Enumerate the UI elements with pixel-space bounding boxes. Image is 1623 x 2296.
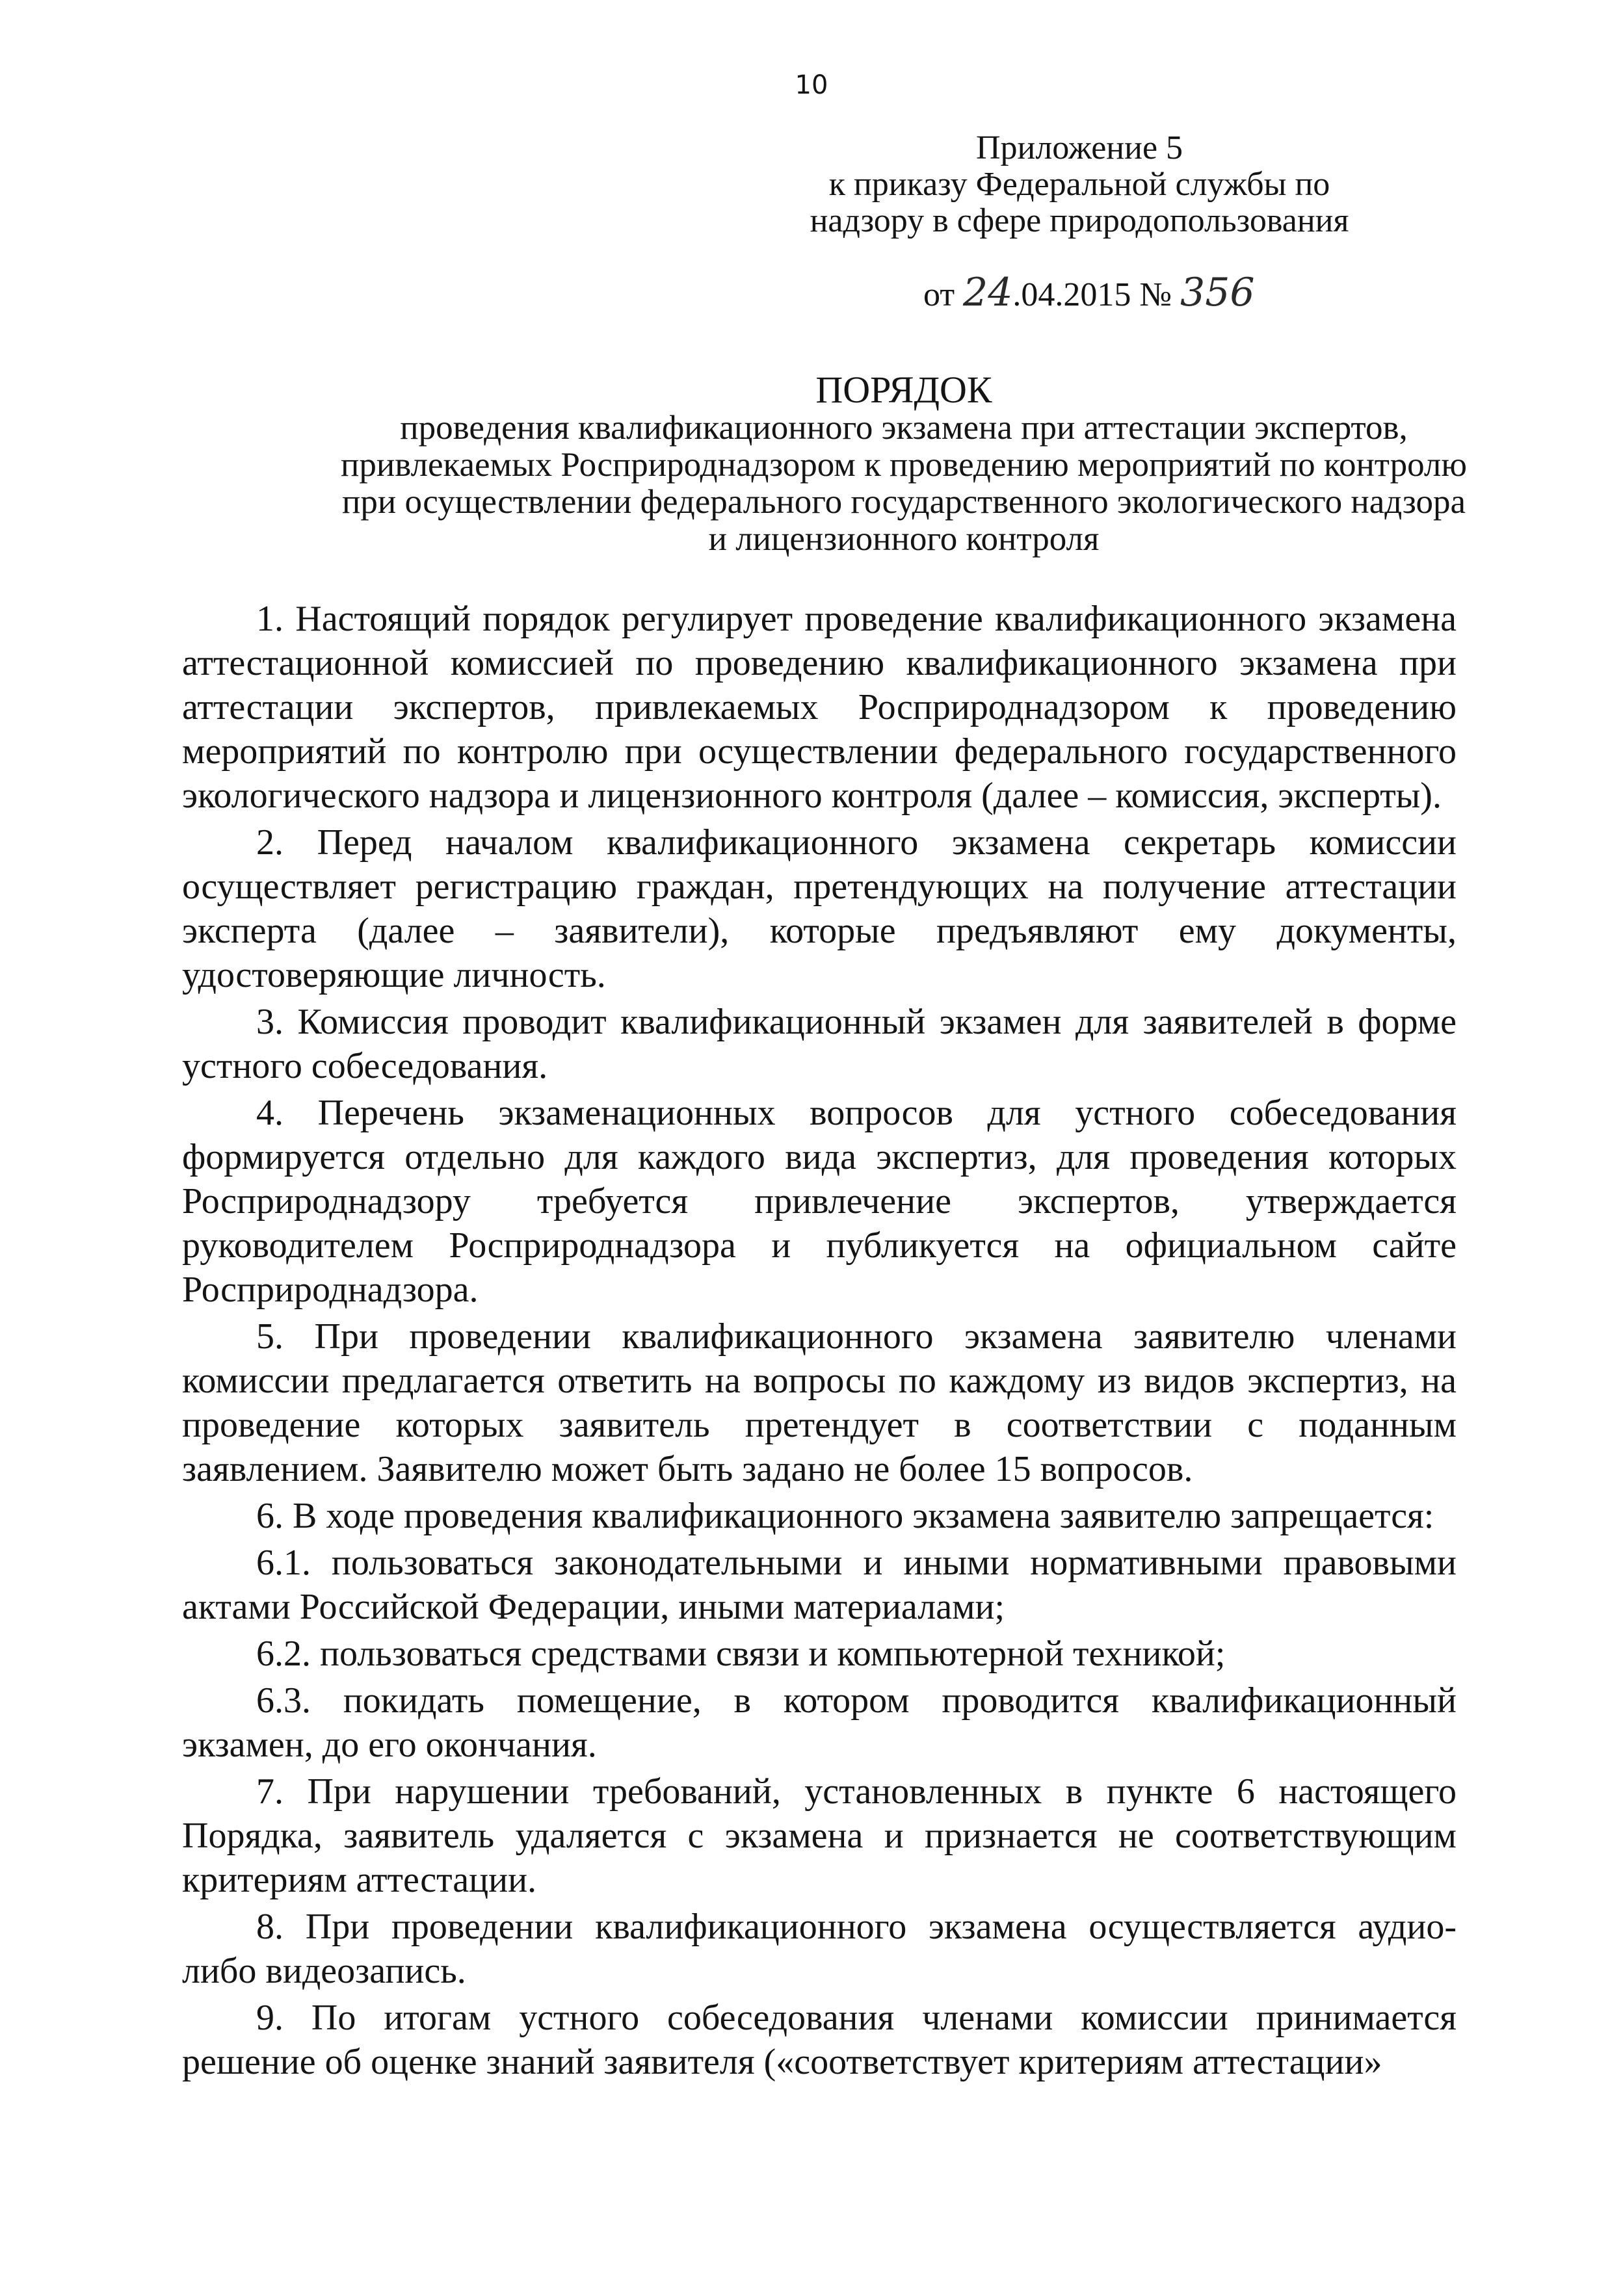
subtitle-line: при осуществлении федерального государственного экологического надзора <box>342 483 1466 521</box>
order-prefix: от <box>923 276 955 313</box>
paragraph-4: 4. Перечень экзаменационных вопросов для устного собеседования формируется отдельно для каждого вида экспертиз, для проведения которых Росприроднадзору требуется привлечение экспертов, утверждается руководителем Росприроднадзора и публикуется на официальном сайте Росприроднадзора. <box>182 1093 1457 1310</box>
paragraph-6-1: 6.1. пользоваться законодательными и иными нормативными правовыми актами Российской Федерации, иными материалами; <box>182 1543 1457 1627</box>
document-title: ПОРЯДОК <box>815 369 992 411</box>
appendix-title: Приложение 5 <box>975 129 1183 166</box>
appendix-line-1: к приказу Федеральной службы по <box>828 166 1330 203</box>
appendix-header <box>754 130 1405 239</box>
handwritten-number: 356 <box>1180 270 1255 315</box>
subtitle-line: привлекаемых Росприроднадзором к проведению мероприятий по контролю <box>341 446 1467 484</box>
order-date-rest: .04.2015 <box>1012 276 1131 313</box>
subtitle-line: проведения квалификационного экзамена при аттестации экспертов, <box>400 409 1408 447</box>
handwritten-day: 24 <box>963 270 1013 315</box>
paragraph-6-2: 6.2. пользоваться средствами связи и компьютерной техникой; <box>256 1634 1226 1674</box>
paragraph-8: 8. При проведении квалификационного экзамена осуществляется аудио- либо видеозапись. <box>182 1907 1457 1991</box>
order-number-sign: № <box>1139 276 1172 313</box>
appendix-line-2: надзору в сфере природопользования <box>810 202 1349 239</box>
paragraph-2: 2. Перед началом квалификационного экзамена секретарь комиссии осуществляет регистрацию граждан, претендующих на получение аттестации эксперта (далее – заявители), которые предъявляют ему документы, удостоверяющие личность. <box>182 822 1457 995</box>
paragraph-3: 3. Комиссия проводит квалификационный экзамен для заявителей в форме устного собеседования. <box>182 1002 1457 1086</box>
subtitle-line: и лицензионного контроля <box>708 520 1100 558</box>
document-subtitle <box>156 410 1623 558</box>
paragraph-1: 1. Настоящий порядок регулирует проведение квалификационного экзамена аттестационной комиссией по проведению квалификационного экзамена при аттестации экспертов, привлекаемых Росприроднадзором к проведению мероприятий по контролю при осуществлении федерального государственного экологического надзора и лицензионного контроля (далее – комиссия, эксперты). <box>182 599 1457 816</box>
page-number: 10 <box>795 70 828 100</box>
paragraph-5: 5. При проведении квалификационного экзамена заявителю членами комиссии предлагается ответить на вопросы по каждому из видов экспертиз, на проведение которых заявитель претендует в соответствии с поданным заявлением. Заявителю может быть задано не более 15 вопросов. <box>182 1316 1457 1489</box>
document-body <box>182 597 1457 2087</box>
paragraph-7: 7. При нарушении требований, установленных в пункте 6 настоящего Порядка, заявитель удаляется с экзамена и признается не соответствующим критериям аттестации. <box>182 1771 1457 1900</box>
paragraph-6: 6. В ходе проведения квалификационного экзамена заявителю запрещается: <box>256 1496 1434 1536</box>
paragraph-6-3: 6.3. покидать помещение, в котором проводится квалификационный экзамен, до его окончания. <box>182 1680 1457 1765</box>
order-date-number <box>923 272 1255 316</box>
paragraph-9: 9. По итогам устного собеседования членами комиссии принимается решение об оценке знаний заявителя («соответствует критериям аттестации» <box>182 1998 1457 2082</box>
